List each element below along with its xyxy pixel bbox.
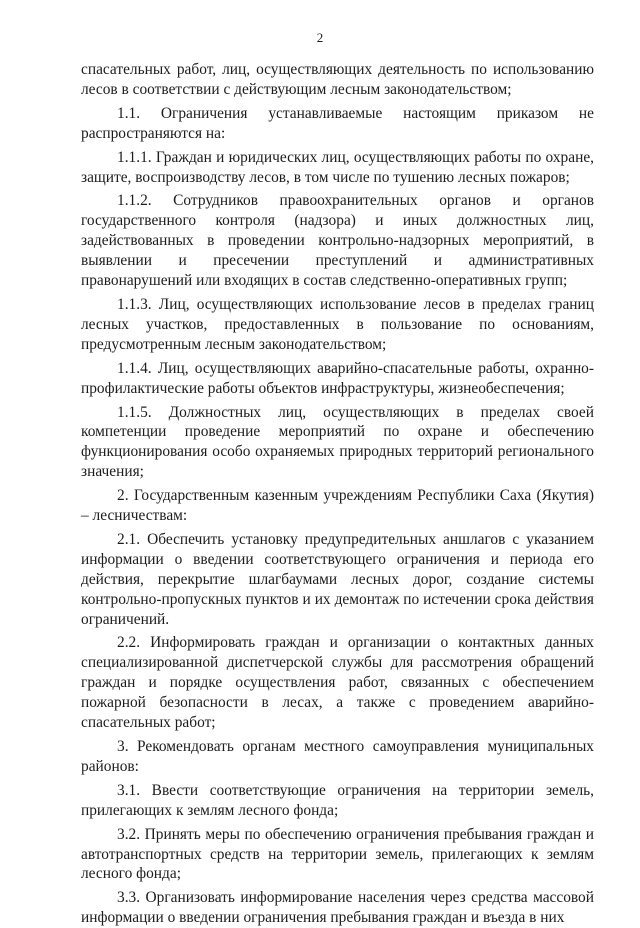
paragraph-1-1: 1.1. Ограничения устанавливаемые настоящим приказом не распространяются на: (81, 104, 594, 142)
paragraph-2-2: 2.2. Информировать граждан и организации о контактных данных специализированной диспетчерской службы для рассмотрения обращений граждан и порядке осуществления работ, связанных с обеспечением пожарной безопасности в лесах, а также с проведением аварийно-спасательных работ; (81, 634, 594, 732)
paragraph-3: 3. Рекомендовать органам местного самоуправления муниципальных районов: (81, 738, 594, 775)
paragraph-1-1-2: 1.1.2. Сотрудников правоохранительных органов и органов государственного контроля (надзора) и иных должностных лиц, задействованных в проведении контрольно-надзорных мероприятий, в выявлении и пресечении преступлений и административных правонарушений или входящих в состав следственно-оперативных групп; (81, 192, 594, 290)
paragraph-continuation: спасательных работ, лиц, осуществляющих деятельность по использованию лесов в соответствии с действующим лесным законодательством; (81, 61, 594, 98)
paragraph-1-1-1: 1.1.1. Граждан и юридических лиц, осуществляющих работы по охране, защите, воспроизводству лесов, в том числе по тушению лесных пожаров; (81, 148, 594, 186)
paragraph-3-3: 3.3. Организовать информирование населения через средства массовой информации о введении ограничения пребывания граждан и въезда в них (81, 889, 594, 927)
paragraph-2-1: 2.1. Обеспечить установку предупредительных аншлагов с указанием информации о введении соответствующего ограничения и периода его действия, перекрытие шлагбаумами лесных дорог, создание системы контрольно-пропускных пунктов и их демонтаж по истечении срока действия ограничений. (81, 530, 594, 628)
paragraph-2: 2. Государственным казенным учреждениям Республики Саха (Якутия) – лесничествам: (81, 487, 594, 525)
page-number: 2 (316, 30, 324, 45)
paragraph-1-1-5: 1.1.5. Должностных лиц, осуществляющих в пределах своей компетенции проведение мероприятий по охране и обеспечению функционирования особо охраняемых природных территорий регионального значения; (81, 403, 594, 481)
document-body (81, 60, 594, 928)
paragraph-3-2: 3.2. Принять меры по обеспечению ограничения пребывания граждан и автотранспортных средств на территории земель, прилегающих к землям лесного фонда; (81, 825, 594, 883)
paragraph-3-1: 3.1. Ввести соответствующие ограничения на территории земель, прилегающих к землям лесного фонда; (81, 781, 594, 819)
paragraph-1-1-4: 1.1.4. Лиц, осуществляющих аварийно-спасательные работы, охранно-профилактические работы объектов инфраструктуры, жизнеобеспечения; (81, 359, 594, 397)
paragraph-1-1-3: 1.1.3. Лиц, осуществляющих использование лесов в пределах границ лесных участков, предоставленных в пользование по основаниям, предусмотренным лесным законодательством; (81, 295, 594, 353)
